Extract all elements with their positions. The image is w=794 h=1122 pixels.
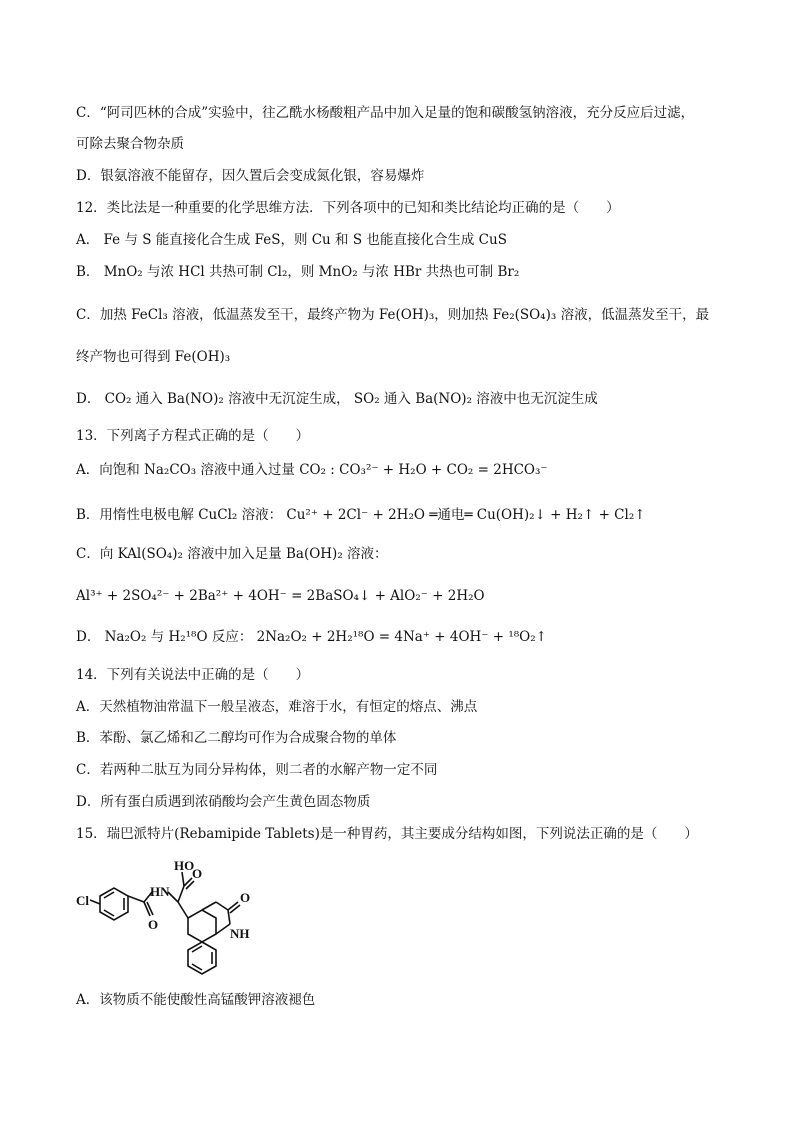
label-o-acid: O	[192, 866, 203, 881]
label-o-amide: O	[148, 917, 159, 932]
text-line-20: D．所有蛋白质遇到浓硝酸均会产生黄色固态物质	[76, 794, 371, 810]
text-line-3: D．银氨溶液不能留存，因久置后会变成氮化银，容易爆炸	[76, 168, 425, 184]
label-hn: HN	[150, 884, 170, 899]
text-line-19: C．若两种二肽互为同分异构体，则二者的水解产物一定不同	[76, 762, 438, 778]
text-line-21: 15．瑞巴派特片(Rebamipide Tablets)是一种胃药，其主要成分结构如图，下列说法正确的是（ ）	[76, 826, 698, 842]
label-ho: HO	[174, 858, 195, 873]
text-line-1: C．“阿司匹林的合成”实验中，往乙酰水杨酸粗产品中加入足量的饱和碳酸氢钠溶液，充分反应后过滤，	[76, 105, 695, 121]
text-line-13: C．向 KAl(SO₄)₂ 溶液中加入足量 Ba(OH)₂ 溶液：	[76, 546, 388, 562]
structure-diagram	[70, 858, 290, 982]
text-line-12: B．用惰性电极电解 CuCl₂ 溶液： Cu²⁺ + 2Cl⁻ + 2H₂O ═通电═ Cu(OH)₂↓ + H₂↑ + Cl₂↑	[76, 507, 646, 523]
text-line-5: A． Fe 与 S 能直接化合生成 FeS，则 Cu 和 S 也能直接化合生成 CuS	[76, 232, 507, 248]
text-line-17: A．天然植物油常温下一般呈液态，难溶于水，有恒定的熔点、沸点	[76, 699, 478, 715]
rebamipide-structure	[70, 858, 290, 982]
text-line-9: D． CO₂ 通入 Ba(NO)₂ 溶液中无沉淀生成， SO₂ 通入 Ba(NO)₂ 溶液中也无沉淀生成	[76, 391, 598, 407]
text-line-6: B． MnO₂ 与浓 HCl 共热可制 Cl₂，则 MnO₂ 与浓 HBr 共热也可制 Br₂	[76, 264, 520, 280]
text-line-22: A．该物质不能使酸性高锰酸钾溶液褪色	[76, 992, 316, 1008]
text-line-2: 可除去聚合物杂质	[76, 136, 184, 152]
text-line-7: C．加热 FeCl₃ 溶液，低温蒸发至干，最终产物为 Fe(OH)₃，则加热 Fe₂(SO₄)₃ 溶液，低温蒸发至干，最	[76, 307, 710, 323]
text-line-14: Al³⁺ + 2SO₄²⁻ + 2Ba²⁺ + 4OH⁻ = 2BaSO₄↓ + AlO₂⁻ + 2H₂O	[76, 588, 485, 604]
text-line-10: 13．下列离子方程式正确的是（ ）	[76, 428, 310, 444]
text-line-16: 14．下列有关说法中正确的是（ ）	[76, 667, 310, 683]
text-line-18: B．苯酚、氯乙烯和乙二醇均可作为合成聚合物的单体	[76, 730, 397, 746]
text-line-8: 终产物也可得到 Fe(OH)₃	[76, 349, 231, 365]
text-line-15: D． Na₂O₂ 与 H₂¹⁸O 反应： 2Na₂O₂ + 2H₂¹⁸O = 4Na⁺ + 4OH⁻ + ¹⁸O₂↑	[76, 629, 547, 645]
label-o-lactam: O	[240, 890, 251, 905]
label-cl: Cl	[76, 893, 89, 908]
text-line-11: A．向饱和 Na₂CO₃ 溶液中通入过量 CO₂ : CO₃²⁻ + H₂O + CO₂ = 2HCO₃⁻	[76, 462, 548, 478]
text-line-4: 12．类比法是一种重要的化学思维方法．下列各项中的已知和类比结论均正确的是（ ）	[76, 200, 620, 216]
label-nh-ring: NH	[230, 926, 250, 941]
